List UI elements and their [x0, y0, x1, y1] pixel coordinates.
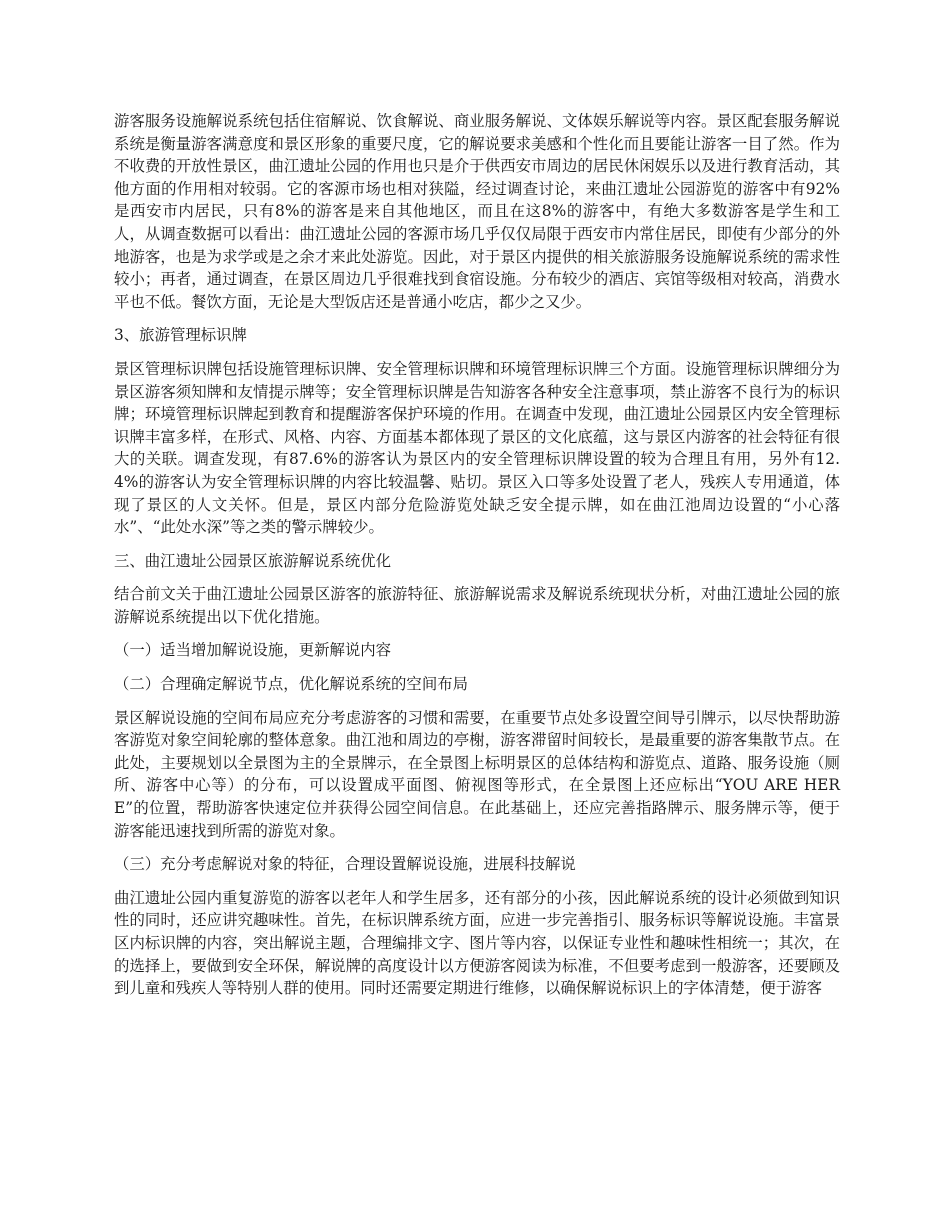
document-page: [114, 110, 840, 1011]
subheading-interpretation-objects: （三）充分考虑解说对象的特征，合理设置解说设施，进展科技解说: [114, 855, 576, 874]
section-heading-management-signs: 3、旅游管理标识牌: [114, 326, 247, 345]
paragraph-optimization-intro: 结合前文关于曲江遗址公园景区游客的旅游特征、旅游解说需求及解说系统现状分析，对曲江遗址公园的旅游解说系统提出以下优化措施。: [114, 585, 840, 626]
subheading-add-facilities: （一）适当增加解说设施，更新解说内容: [114, 641, 392, 660]
paragraph-spatial-layout: 景区解说设施的空间布局应充分考虑游客的习惯和需要，在重要节点处多设置空间导引牌示，以尽快帮助游客游览对象空间轮廓的整体意象。曲江池和周边的亭榭，游客滞留时间较长，是最重要的游客集散节点。在此处，主要规划以全景图为主的全景牌示，在全景图上标明景区的总体结构和游览点、道路、服务设施（厕所、游客中心等）的分布，可以设置成平面图、俯视图等形式，在全景图上还应标出“YOU ARE HERE”的位置，帮助游客快速定位并获得公园空间信息。在此基础上，还应完善指路牌示、服务牌示等，便于游客能迅速找到所需的游览对象。: [114, 708, 840, 840]
paragraph-management-signs: 景区管理标识牌包括设施管理标识牌、安全管理标识牌和环境管理标识牌三个方面。设施管理标识牌细分为景区游客须知牌和友情提示牌等；安全管理标识牌是告知游客各种安全注意事项，禁止游客不良行为的标识牌；环境管理标识牌起到教育和提醒游客保护环境的作用。在调查中发现，曲江遗址公园景区内安全管理标识牌丰富多样，在形式、风格、内容、方面基本都体现了景区的文化底蕴，这与景区内游客的社会特征有很大的关联。调查发现，有87.6%的游客认为景区内的安全管理标识牌设置的较为合理且有用，另外有12.4%的游客认为安全管理标识牌的内容比较温馨、贴切。景区入口等多处设置了老人，残疾人专用通道，体现了景区的人文关怀。但是，景区内部分危险游览处缺乏安全提示牌，如在曲江池周边设置的“小心落水”、“此处水深”等之类的警示牌较少。: [114, 359, 840, 537]
paragraph-interpretation-objects: 曲江遗址公园内重复游览的游客以老年人和学生居多，还有部分的小孩，因此解说系统的设计必须做到知识性的同时，还应讲究趣味性。首先，在标识牌系统方面，应进一步完善指引、服务标识等解说设施。丰富景区内标识牌的内容，突出解说主题，合理编排文字、图片等内容，以保证专业性和趣味性相统一；其次，在的选择上，要做到安全环保，解说牌的高度设计以方便游客阅读为标准，不但要考虑到一般游客，还要顾及到儿童和残疾人等特别人群的使用。同时还需要定期进行维修，以确保解说标识上的字体清楚，便于游客: [114, 888, 840, 998]
paragraph-service-facilities: 游客服务设施解说系统包括住宿解说、饮食解说、商业服务解说、文体娱乐解说等内容。景区配套服务解说系统是衡量游客满意度和景区形象的重要尺度，它的解说要求美感和个性化而且要能让游客一目了然。作为不收费的开放性景区，曲江遗址公园的作用也只是介于供西安市周边的居民休闲娱乐以及进行教育活动，其他方面的作用相对较弱。它的客源市场也相对狭隘，经过调查讨论，来曲江遗址公园游览的游客中有92%是西安市内居民，只有8%的游客是来自其他地区，而且在这8%的游客中，有绝大多数游客是学生和工人，从调查数据可以看出：曲江遗址公园的客源市场几乎仅仅局限于西安市内常住居民，即使有少部分的外地游客，也是为求学或是之余才来此处游览。因此，对于景区内提供的相关旅游服务设施解说系统的需求性较小；再者，通过调查，在景区周边几乎很难找到食宿设施。分布较少的酒店、宾馆等级相对较高，消费水平也不低。餐饮方面，无论是大型饭店还是普通小吃店，都少之又少。: [114, 112, 840, 311]
subheading-spatial-layout: （二）合理确定解说节点，优化解说系统的空间布局: [114, 675, 468, 694]
chapter-heading-optimization: 三、曲江遗址公园景区旅游解说系统优化: [114, 551, 392, 570]
